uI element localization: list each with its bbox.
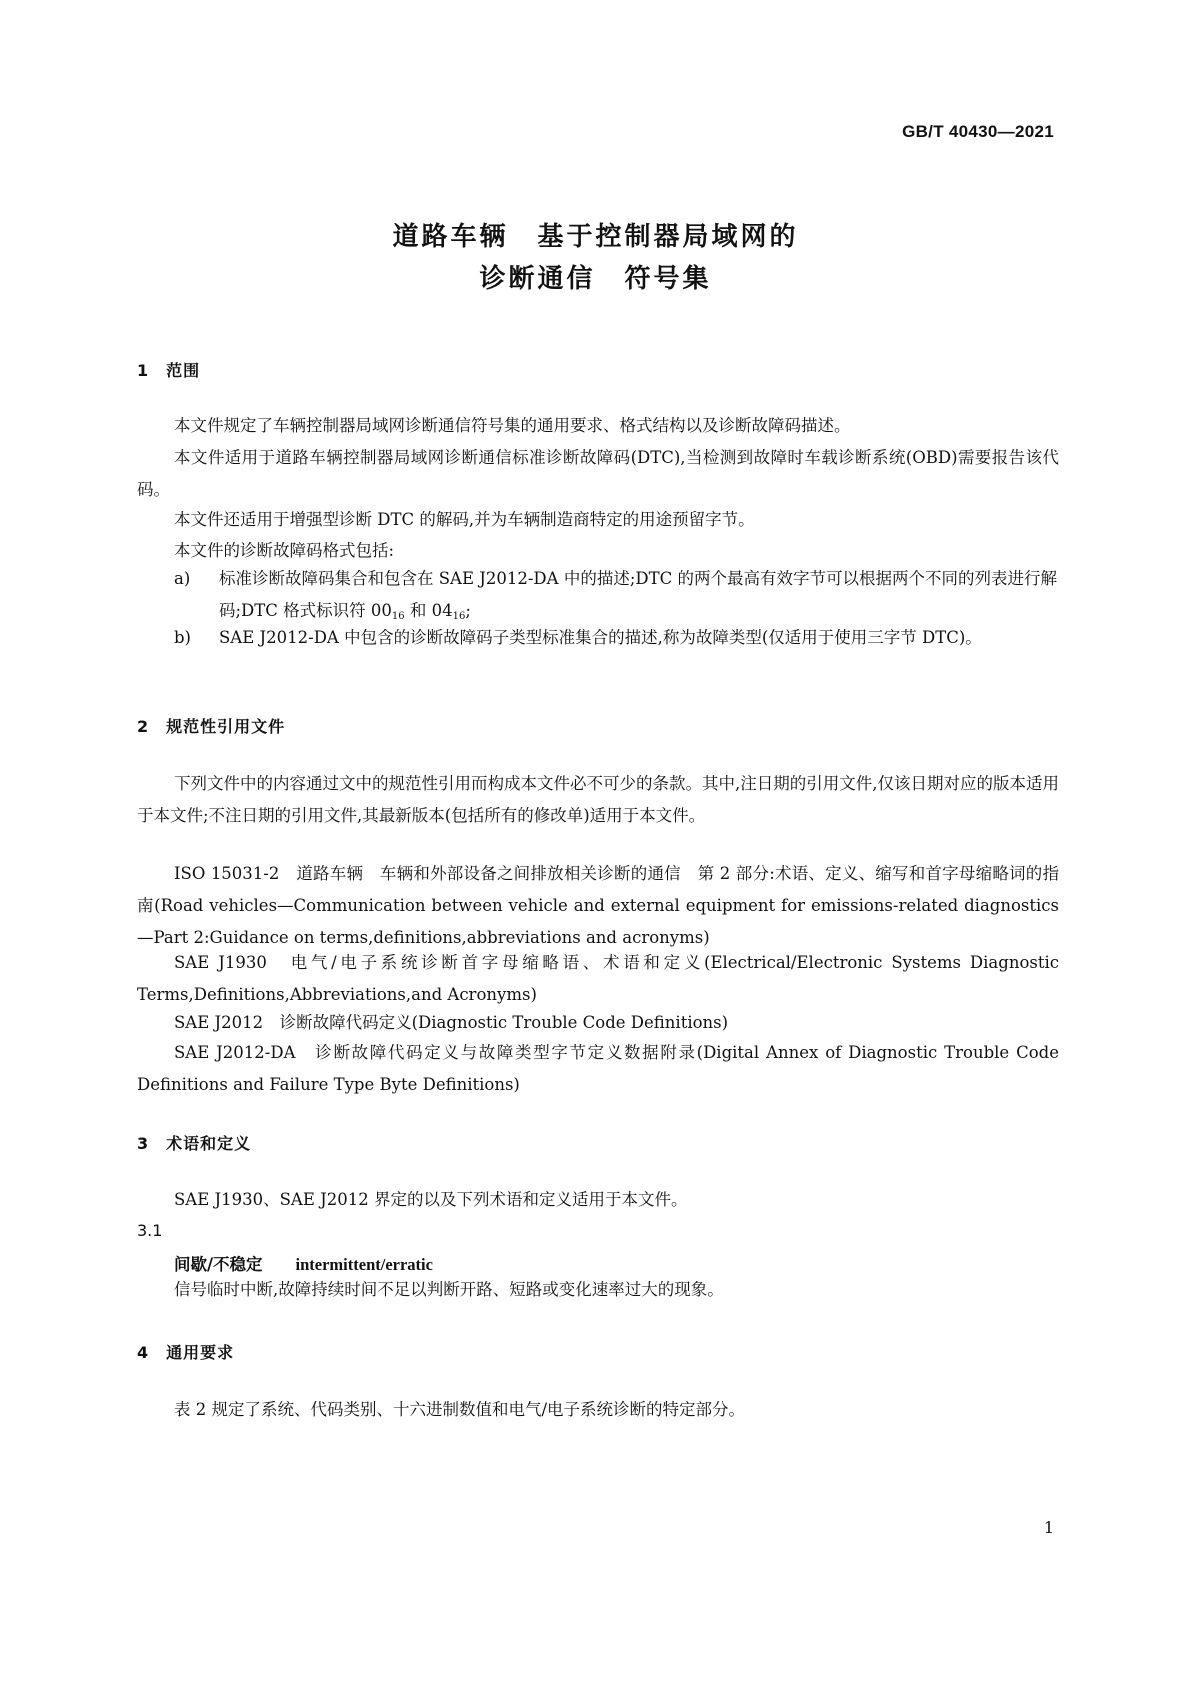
list-item-b-text: SAE J2012-DA 中包含的诊断故障码子类型标准集合的描述,称为故障类型(仅适用于使用三字节 DTC)。 bbox=[219, 628, 982, 647]
list-marker-a: a) bbox=[174, 569, 191, 588]
term-entry bbox=[174, 1251, 433, 1275]
document-title-line1: 道路车辆 基于控制器局域网的 bbox=[392, 222, 799, 252]
reference-sae-j2012: SAE J2012 诊断故障代码定义(Diagnostic Trouble Code Definitions) bbox=[174, 1013, 729, 1032]
section-1-heading: 1 范围 bbox=[137, 361, 201, 380]
dtc-format-id-00: 00 bbox=[370, 601, 392, 620]
section-2-heading: 2 规范性引用文件 bbox=[137, 717, 286, 736]
reference-iso-15031-2: ISO 15031-2 道路车辆 车辆和外部设备之间排放相关诊断的通信 第 2 部分:术语、定义、缩写和首字母缩略词的指南(Road vehicles—Communication between vehicle and external equipment for emissions-related diagnostics—Part 2:Guidance on terms,definitions,abbreviations and acronyms) bbox=[137, 864, 1059, 947]
term-definition: 信号临时中断,故障持续时间不足以判断开路、短路或变化速率过大的现象。 bbox=[174, 1280, 724, 1299]
sec4-paragraph-1: 表 2 规定了系统、代码类别、十六进制数值和电气/电子系统诊断的特定部分。 bbox=[174, 1400, 746, 1419]
sec1-paragraph-4: 本文件的诊断故障码格式包括: bbox=[174, 541, 395, 560]
dtc-format-id-04: 04 bbox=[431, 601, 453, 620]
list-marker-b: b) bbox=[174, 628, 191, 647]
list-item-b bbox=[137, 622, 1059, 654]
standard-number: GB/T 40430—2021 bbox=[902, 122, 1054, 141]
reference-sae-j1930: SAE J1930 电气/电子系统诊断首字母缩略语、术语和定义(Electrical/Electronic Systems Diagnostic Terms,Definitions,Abbreviations,and Acronyms) bbox=[137, 953, 1059, 1004]
sec2-paragraph-1: 下列文件中的内容通过文中的规范性引用而构成本文件必不可少的条款。其中,注日期的引用文件,仅该日期对应的版本适用于本文件;不注日期的引用文件,其最新版本(包括所有的修改单)适用于本文件。 bbox=[137, 774, 1059, 825]
term-chinese: 间歇/不稳定 bbox=[174, 1255, 263, 1274]
term-english: intermittent/erratic bbox=[295, 1255, 433, 1274]
sec3-paragraph-1: SAE J1930、SAE J2012 界定的以及下列术语和定义适用于本文件。 bbox=[174, 1190, 688, 1209]
sec1-paragraph-3: 本文件还适用于增强型诊断 DTC 的解码,并为车辆制造商特定的用途预留字节。 bbox=[174, 510, 755, 529]
subscript-16: 16 bbox=[391, 611, 405, 622]
clause-number-3-1: 3.1 bbox=[137, 1221, 163, 1240]
list-item-a-text: 标准诊断故障码集合和包含在 SAE J2012-DA 中的描述;DTC 的两个最高有效字节可以根据两个不同的列表进行解码;DTC 格式标识符 bbox=[219, 569, 1057, 620]
list-item-a-end: ; bbox=[465, 601, 471, 620]
list-item-a-conjunction: 和 bbox=[404, 601, 432, 620]
reference-sae-j2012-da: SAE J2012-DA 诊断故障代码定义与故障类型字节定义数据附录(Digital Annex of Diagnostic Trouble Code Definitions and Failure Type Byte Definitions) bbox=[137, 1043, 1059, 1094]
page-number: 1 bbox=[1043, 1518, 1054, 1537]
document-title-line2: 诊断通信 符号集 bbox=[479, 264, 712, 294]
section-4-heading: 4 通用要求 bbox=[137, 1343, 235, 1362]
section-3-heading: 3 术语和定义 bbox=[137, 1134, 252, 1153]
subscript-16: 16 bbox=[452, 611, 466, 622]
sec1-paragraph-1: 本文件规定了车辆控制器局域网诊断通信符号集的通用要求、格式结构以及诊断故障码描述。 bbox=[174, 416, 851, 435]
sec1-paragraph-2: 本文件适用于道路车辆控制器局域网诊断通信标准诊断故障码(DTC),当检测到故障时车载诊断系统(OBD)需要报告该代码。 bbox=[137, 448, 1059, 499]
